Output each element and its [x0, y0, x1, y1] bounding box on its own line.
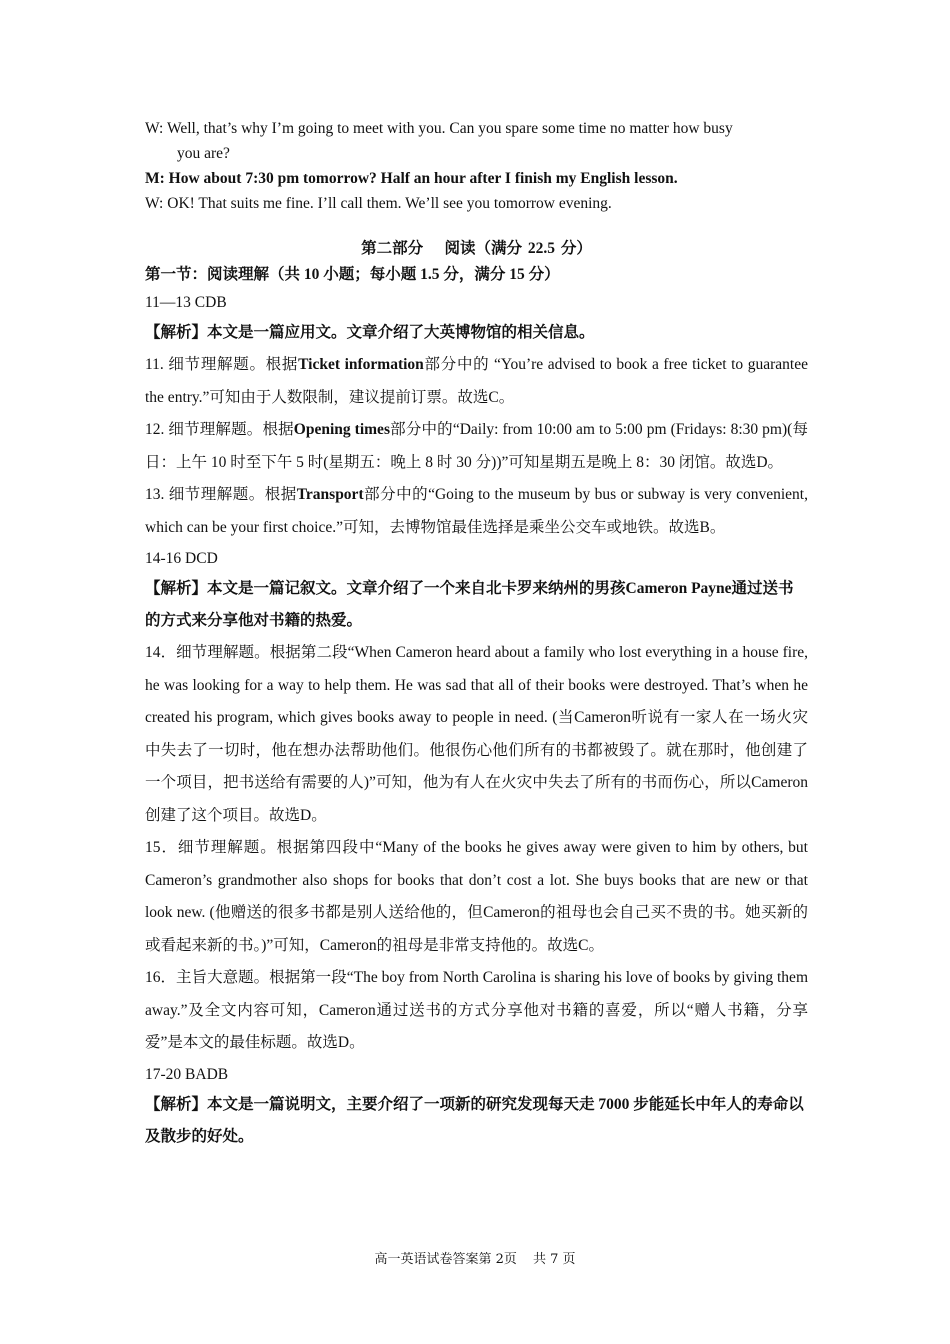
question-explanation: 13. 细节理解题。根据Transport部分中的“Going to the museum by bus or subway is very convenient, which can be your first choice.”可知，去博物馆最佳选择是乘坐公交车或地铁。故选B。 — [145, 486, 808, 536]
dialogue-line — [145, 166, 808, 191]
dialogue-line — [145, 116, 808, 166]
dialogue-text: How about 7:30 pm tomorrow? Half an hour after I finish my English lesson. — [168, 170, 678, 187]
speaker-label: W: — [145, 195, 164, 212]
speaker-label: M: — [145, 170, 165, 187]
section-keyword: Ticket information — [298, 356, 424, 373]
dialogue-line — [145, 191, 808, 216]
dialogue-text: Well, that’s why I’m going to meet with you. Can you spare some time no matter how busy — [166, 120, 733, 137]
question-explanation: 15．细节理解题。根据第四段中“Many of the books he gives away were given to him by others, but Cameron’s grandmother also shops for books that don’t cost a lot. She buys books that are new or that look new. (他赠送的很多书都是别人送给他的，但Cameron的祖母也会自己买不贵的书。她买新的或看起来新的书。)”可知，Cameron的祖母是非常支持他的。故选C。 — [145, 839, 808, 954]
explanation: 【解析】本文是一篇说明文，主要介绍了一项新的研究发现每天走 7000 步能延长中年人的寿命以及散步的好处。 — [145, 1095, 804, 1145]
answer-key: 17-20 BADB — [145, 1065, 229, 1083]
section-title: 第一节：阅读理解（共 10 小题；每小题 1.5 分，满分 15 分） — [145, 266, 560, 283]
question-explanation: 14．细节理解题。根据第二段“When Cameron heard about a family who lost everything in a house fire, he was looking for a way to help them. He was sad that all of their books were destroyed. That’s when he created his program, which gives books away to people in need. (当Cameron听说有一家人在一场火灾中失去了一切时，他在想办法帮助他们。他很伤心他们所有的书都被毁了。就在那时，他创建了一个项目，把书送给有需要的人)”可知，他为有人在火灾中失去了所有的书而伤心，所以Cameron创建了这个项目。故选D。 — [145, 644, 808, 824]
question-explanation: 16．主旨大意题。根据第一段“The boy from North Carolina is sharing his love of books by giving them away.”及全文内容可知，Cameron通过送书的方式分享他对书籍的喜爱，所以“赠人书籍，分享爱”是本文的最佳标题。故选D。 — [145, 969, 808, 1051]
section-keyword: Transport — [296, 486, 364, 503]
page-content — [145, 116, 808, 1153]
dialogue-text-continued: you are? — [177, 145, 230, 162]
part-title: 第二部分 阅读（满分 22.5 分） — [361, 240, 592, 257]
section-keyword: Opening times — [293, 421, 390, 438]
explanation: 【解析】本文是一篇记叙文。文章介绍了一个来自北卡罗来纳州的男孩Cameron Payne通过送书的方式来分享他对书籍的热爱。 — [145, 580, 794, 629]
answer-key: 14-16 DCD — [145, 550, 218, 567]
footer-total-pages: 共 7 页 — [533, 1252, 576, 1267]
question-explanation: 11. 细节理解题。根据Ticket information部分中的 “You’re advised to book a free ticket to guarantee the entry.”可知由于人数限制，建议提前订票。故选C。 — [145, 356, 808, 406]
answer-key: 11—13 CDB — [145, 294, 227, 311]
question-explanation: 12. 细节理解题。根据Opening times部分中的“Daily: from 10:00 am to 5:00 pm (Fridays: 8:30 pm)(每日：上午 10 时至下午 5 时(星期五：晚上 8 时 30 分))”可知星期五是晚上 8：30 闭馆。故选D。 — [145, 421, 808, 471]
footer-page-number: 高一英语试卷答案第 2页 — [374, 1252, 517, 1267]
page-footer — [0, 1248, 950, 1267]
speaker-label: W: — [145, 120, 164, 137]
dialogue-text: OK! That suits me fine. I’ll call them. We’ll see you tomorrow evening. — [167, 195, 612, 212]
explanation: 【解析】本文是一篇应用文。文章介绍了大英博物馆的相关信息。 — [145, 324, 595, 341]
